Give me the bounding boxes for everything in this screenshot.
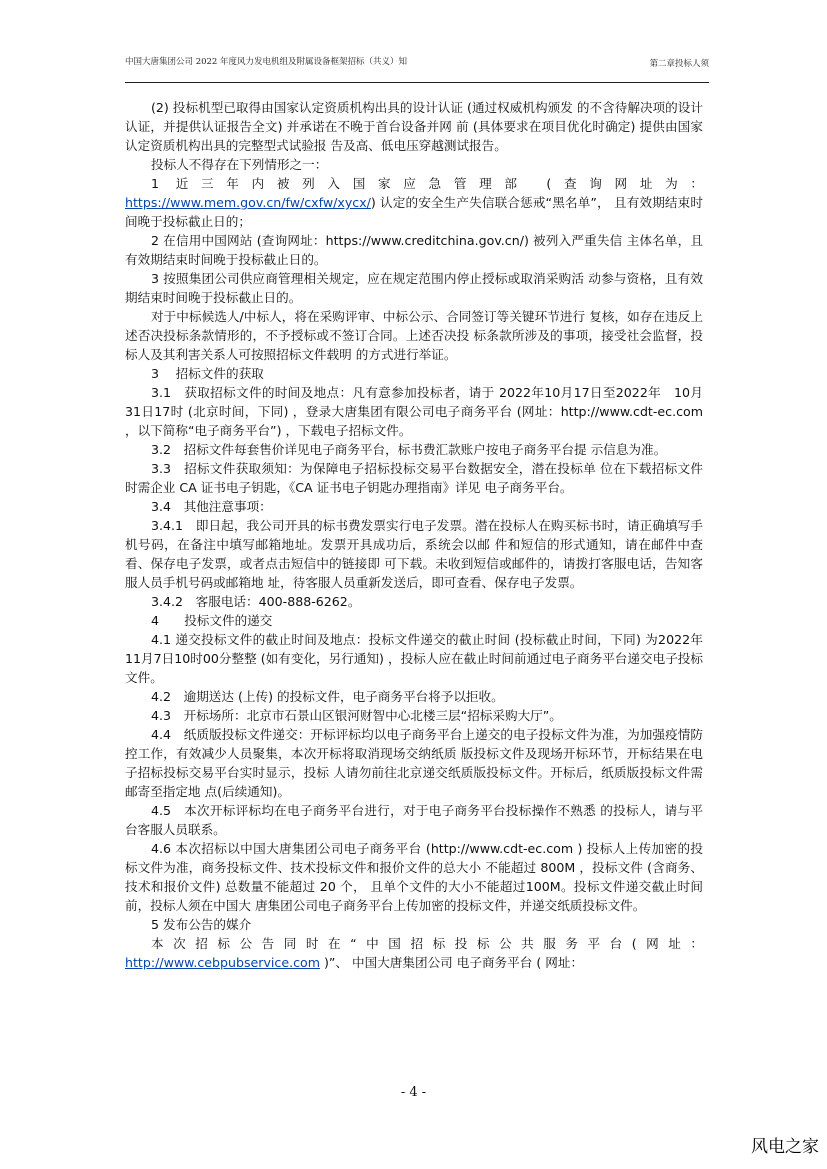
paragraph-3-4: 3.4 其他注意事项： — [151, 499, 272, 514]
paragraph-exclusion-3: 3 按照集团公司供应商管理相关规定，应在规定范围内停止授标或取消采购活 动参与资格，且有效期结束时间晚于投标截止日的。 — [125, 271, 703, 305]
paragraph-media — [125, 934, 703, 953]
paragraph-4-6: 4.6 本次招标以中国大唐集团公司电子商务平台 (http://www.cdt-ec.com ) 投标人上传加密的投标文件为准，商务投标文件、技术投标文件和报价文件的总大小 不能超过 800M ，投标文件 (含商务、技术和报价文件) 总数量不能超过 20 个， 且单个文件的大小不能超过100M。投标文件递交截止时间前，投标人须在中国大 唐集团公司电子商务平台上传加密的投标文件，并递交纸质投标文件。 — [125, 841, 703, 913]
paragraph-exclusions-intro: 投标人不得存在下列情形之一： — [151, 157, 328, 172]
document-body — [125, 98, 703, 972]
section-heading-3: 3 招标文件的获取 — [151, 366, 264, 381]
section-heading-5: 5 发布公告的媒介 — [151, 917, 252, 932]
paragraph-3-4-1: 3.4.1 即日起，我公司开具的标书费发票实行电子发票。潜在投标人在购买标书时，请正确填写手机号码，在备注中填写邮箱地址。发票开具成功后，系统会以邮 件和短信的形式通知，请在邮件中查看、保存电子发票，或者点击短信中的链接即 可下载。未收到短信或邮件的，请拨打客服电话，告知客服人员手机号码或邮箱地 址，待客服人员重新发送后，即可查看、保存电子发票。 — [125, 518, 703, 590]
media-text: 本次招标公告同时在“中国招标投标公共服务平台(网址： — [151, 936, 703, 951]
paragraph-3-1: 3.1 获取招标文件的时间及地点：凡有意参加投标者，请于 2022年10月17日至2022年 10月31日17时 (北京时间，下同) ，登录大唐集团有限公司电子商务平台 (网址：http://www.cdt-ec.com ，以下简称“电子商务平台”) ，下载电子招标文件。 — [125, 385, 703, 438]
page-header-chapter: 第二章投标人须 — [649, 59, 709, 69]
paragraph-3-3: 3.3 招标文件获取须知：为保障电子招标投标交易平台数据安全，潜在投标单 位在下载招标文件时需企业 CA 证书电子钥匙，《CA 证书电子钥匙办理指南》详见 电子商务平台。 — [125, 461, 703, 495]
paragraph-design-certification: (2) 投标机型已取得由国家认定资质机构出具的设计认证 (通过权威机构颁发 的不含待解决项的设计认证，并提供认证报告全文) 并承诺在不晚于首台设备并网 前 (具体要求在项目优化时确定) 提供由国家认定资质机构出具的完整型式试验报 告及高、低电压穿越测试报告。 — [125, 100, 703, 153]
paragraph-4-1: 4.1 递交投标文件的截止时间及地点：投标文件递交的截止时间 (投标截止时间，下同) 为2022年11月7日10时00分整整 (如有变化，另行通知) ，投标人应在截止时间前通过电子商务平台递交电子投标文件。 — [125, 632, 703, 685]
paragraph-3-4-2: 3.4.2 客服电话：400-888-6262。 — [151, 594, 361, 609]
section-heading-4: 4 投标文件的递交 — [151, 613, 273, 628]
cebp-link[interactable]: http://www.cebpubservice.com — [125, 955, 320, 970]
header-divider — [125, 82, 709, 83]
watermark-text: 风电之家 — [751, 1137, 819, 1157]
paragraph-4-5: 4.5 本次开标评标均在电子商务平台进行，对于电子商务平台投标操作不熟悉 的投标人，请与平台客服人员联系。 — [125, 803, 703, 837]
page-header-title: 中国大唐集团公司 2022 年度风力发电机组及附属设备框架招标（共义）知 — [125, 57, 408, 67]
paragraph-4-4: 4.4 纸质版投标文件递交：开标评标均以电子商务平台上递交的电子投标文件为准，为加强疫情防控工作，有效减少人员聚集，本次开标将取消现场交纳纸质 版投标文件及现场开标环节，开标结果在电子招标投标交易平台实时显示，投标 人请勿前往北京递交纸质版投标文件。开标后，纸质版投标文件需邮寄至指定地 点(后续通知)。 — [125, 727, 703, 799]
paragraph-exclusion-2: 2 在信用中国网站 (查询网址：https://www.creditchina.gov.cn/) 被列入严重失信 主体名单，且有效期结束时间晚于投标截止日的。 — [125, 233, 703, 267]
media-tail: ”、 中国大唐集团公司 电子商务平台 ( 网址： — [328, 955, 584, 970]
paragraph-exclusion-1-cont — [125, 193, 703, 231]
exclusion-1-text: 1 近三年内被列入国家应急管理部 (查询网址为： — [151, 176, 703, 191]
paragraph-4-2: 4.2 逾期送达 (上传) 的投标文件，电子商务平台将予以拒收。 — [151, 689, 504, 704]
page-number: - 4 - — [400, 1085, 427, 1100]
paragraph-media-cont — [125, 953, 703, 972]
paragraph-3-2: 3.2 招标文件每套售价详见电子商务平台，标书费汇款账户按电子商务平台提 示信息为准。 — [151, 442, 667, 457]
mem-link[interactable]: https://www.mem.gov.cn/fw/cxfw/xycx/ — [125, 195, 371, 210]
paragraph-4-3: 4.3 开标场所：北京市石景山区银河财智中心北楼三层“招标采购大厅”。 — [151, 708, 562, 723]
paragraph-exclusion-1 — [125, 174, 703, 193]
paragraph-review-clause: 对于中标候选人/中标人，将在采购评审、中标公示、合同签订等关键环节进行 复核，如存在违反上述否决投标条款情形的，不予授标或不签订合同。上述否决投 标条款所涉及的事项，接受社会监督，投标人及其利害关系人可按照招标文件载明 的方式进行举证。 — [125, 309, 703, 362]
exclusion-1-tail: ) 认定的安全生产失信联合惩戒“黑名单”， 且有效期结束时间晚于投标截止日的； — [125, 195, 703, 229]
cebp-gap: ) — [319, 955, 329, 970]
